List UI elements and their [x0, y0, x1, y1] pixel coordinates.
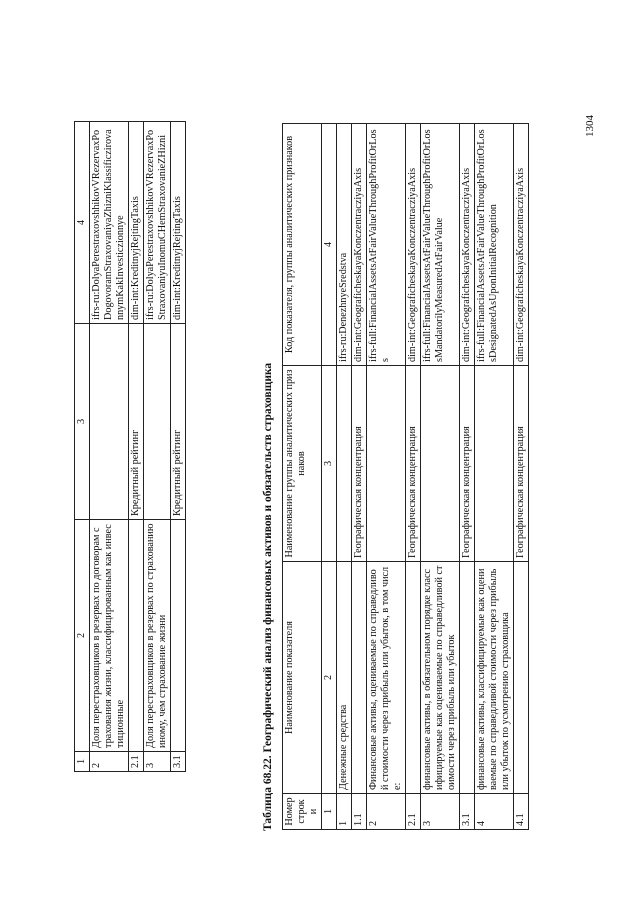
row-number-cell: 1: [337, 794, 352, 830]
column-number: 2: [322, 562, 337, 794]
indicator-code-cell: dim-int:GeograficheskayaKonczentracziyaAxis: [352, 124, 367, 366]
indicator-code-cell: ifrs-full:FinancialAssetsAtFairValueThroughProfitOrLossDesignatedAsUponInitialRecognition: [475, 124, 514, 366]
indicator-name-cell: [514, 562, 529, 794]
table-row: [144, 122, 171, 772]
table-row: [171, 122, 186, 772]
row-number-cell: 3: [421, 794, 460, 830]
indicator-code-cell: ifrs-ru:DolyaPerestraxovshhikovVRezervaxPoDogovoramStraxovaniyaZhizniKlassificzirovannymKakInvesticzionnye: [90, 122, 129, 324]
table-row: [90, 122, 129, 772]
geographic-analysis-table: [282, 123, 529, 830]
row-number-cell: 2: [90, 752, 129, 772]
row-number-cell: 4.1: [514, 794, 529, 830]
table-row: [352, 124, 367, 830]
column-number: 1: [322, 794, 337, 830]
indicator-code-cell: ifrs-ru:DenezhnyeSredstva: [337, 124, 352, 366]
group-name-cell: [337, 366, 352, 562]
group-name-cell: Географическая концентрация: [460, 366, 475, 562]
row-number-cell: 4: [475, 794, 514, 830]
group-name-cell: Географическая концентрация: [406, 366, 421, 562]
header-group-name: Наименование группы аналитических признаков: [283, 366, 322, 562]
indicator-name-cell: Доля перестраховщиков в резервах по договорам страхования жизни, классифицированным как инвестиционные: [90, 520, 129, 752]
indicator-code-cell: ifrs-full:FinancialAssetsAtFairValueThroughProfitOrLossMandatorilyMeasuredAtFairValue: [421, 124, 460, 366]
indicator-code-cell: dim-int:GeograficheskayaKonczentracziyaAxis: [460, 124, 475, 366]
indicator-code-cell: dim-int:GeograficheskayaKonczentracziyaAxis: [514, 124, 529, 366]
continued-table-body: [75, 122, 186, 772]
row-number-cell: 3: [144, 752, 171, 772]
row-number-cell: 3.1: [460, 794, 475, 830]
group-name-cell: [90, 324, 129, 520]
column-number: 3: [322, 366, 337, 562]
indicator-name-cell: финансовые активы, в обязательном порядке классифицируемые как оцениваемые по справедливой стоимости через прибыль или убыток: [421, 562, 460, 794]
group-name-cell: [144, 324, 171, 520]
column-number: 4: [75, 122, 90, 324]
column-number-row: [75, 122, 90, 772]
indicator-code-cell: dim-int:KreditnyjRejtingTaxis: [171, 122, 186, 324]
row-number-cell: 2: [367, 794, 406, 830]
indicator-name-cell: Денежные средства: [337, 562, 352, 794]
column-number: 1: [75, 752, 90, 772]
indicator-name-cell: [406, 562, 421, 794]
indicator-code-cell: ifrs-full:FinancialAssetsAtFairValueThroughProfitOrLoss: [367, 124, 406, 366]
column-number: 3: [75, 324, 90, 520]
indicator-code-cell: dim-int:GeograficheskayaKonczentracziyaAxis: [406, 124, 421, 366]
table-row: [514, 124, 529, 830]
indicator-name-cell: Доля перестраховщиков в резервах по страхованию иному, чем страхование жизни: [144, 520, 171, 752]
indicator-name-cell: [129, 520, 144, 752]
table-row: [475, 124, 514, 830]
indicator-name-cell: [352, 562, 367, 794]
group-name-cell: [367, 366, 406, 562]
column-number-row: [322, 124, 337, 830]
header-indicator-name: Наименование показателя: [283, 562, 322, 794]
indicator-name-cell: Финансовые активы, оцениваемые по справедливой стоимости через прибыль или убыток, в том числе:: [367, 562, 406, 794]
group-name-cell: [475, 366, 514, 562]
header-indicator-code: Код показателя, группы аналитических признаков: [283, 124, 322, 366]
indicator-code-cell: dim-int:KreditnyjRejtingTaxis: [129, 122, 144, 324]
row-number-cell: 3.1: [171, 752, 186, 772]
table-caption: Таблица 68.22. Географический анализ финансовых активов и обязательств страховщика: [262, 362, 274, 831]
geographic-analysis-table-body: [283, 124, 529, 830]
column-number: 2: [75, 520, 90, 752]
column-number: 4: [322, 124, 337, 366]
group-name-cell: [421, 366, 460, 562]
indicator-name-cell: финансовые активы, классифицируемые как оцениваемые по справедливой стоимости через прибыль или убыток по усмотрению страховщика: [475, 562, 514, 794]
table-row: [460, 124, 475, 830]
indicator-code-cell: ifrs-ru:DolyaPerestraxovshhikovVRezervaxPoStraxovaniyuInomuCHemStraxovanieZHizni: [144, 122, 171, 324]
row-number-cell: 2.1: [406, 794, 421, 830]
group-name-cell: Кредитный рейтинг: [129, 324, 144, 520]
group-name-cell: Географическая концентрация: [514, 366, 529, 562]
table-row: [337, 124, 352, 830]
table-row: [367, 124, 406, 830]
page-number: 1304: [584, 115, 596, 137]
table-row: [421, 124, 460, 830]
header-row-number: Номер строки: [283, 794, 322, 830]
continued-table: [74, 121, 186, 772]
row-number-cell: 1.1: [352, 794, 367, 830]
header-row: [283, 124, 322, 830]
table-row: [129, 122, 144, 772]
table-row: [406, 124, 421, 830]
row-number-cell: 2.1: [129, 752, 144, 772]
indicator-name-cell: [171, 520, 186, 752]
group-name-cell: Географическая концентрация: [352, 366, 367, 562]
indicator-name-cell: [460, 562, 475, 794]
group-name-cell: Кредитный рейтинг: [171, 324, 186, 520]
